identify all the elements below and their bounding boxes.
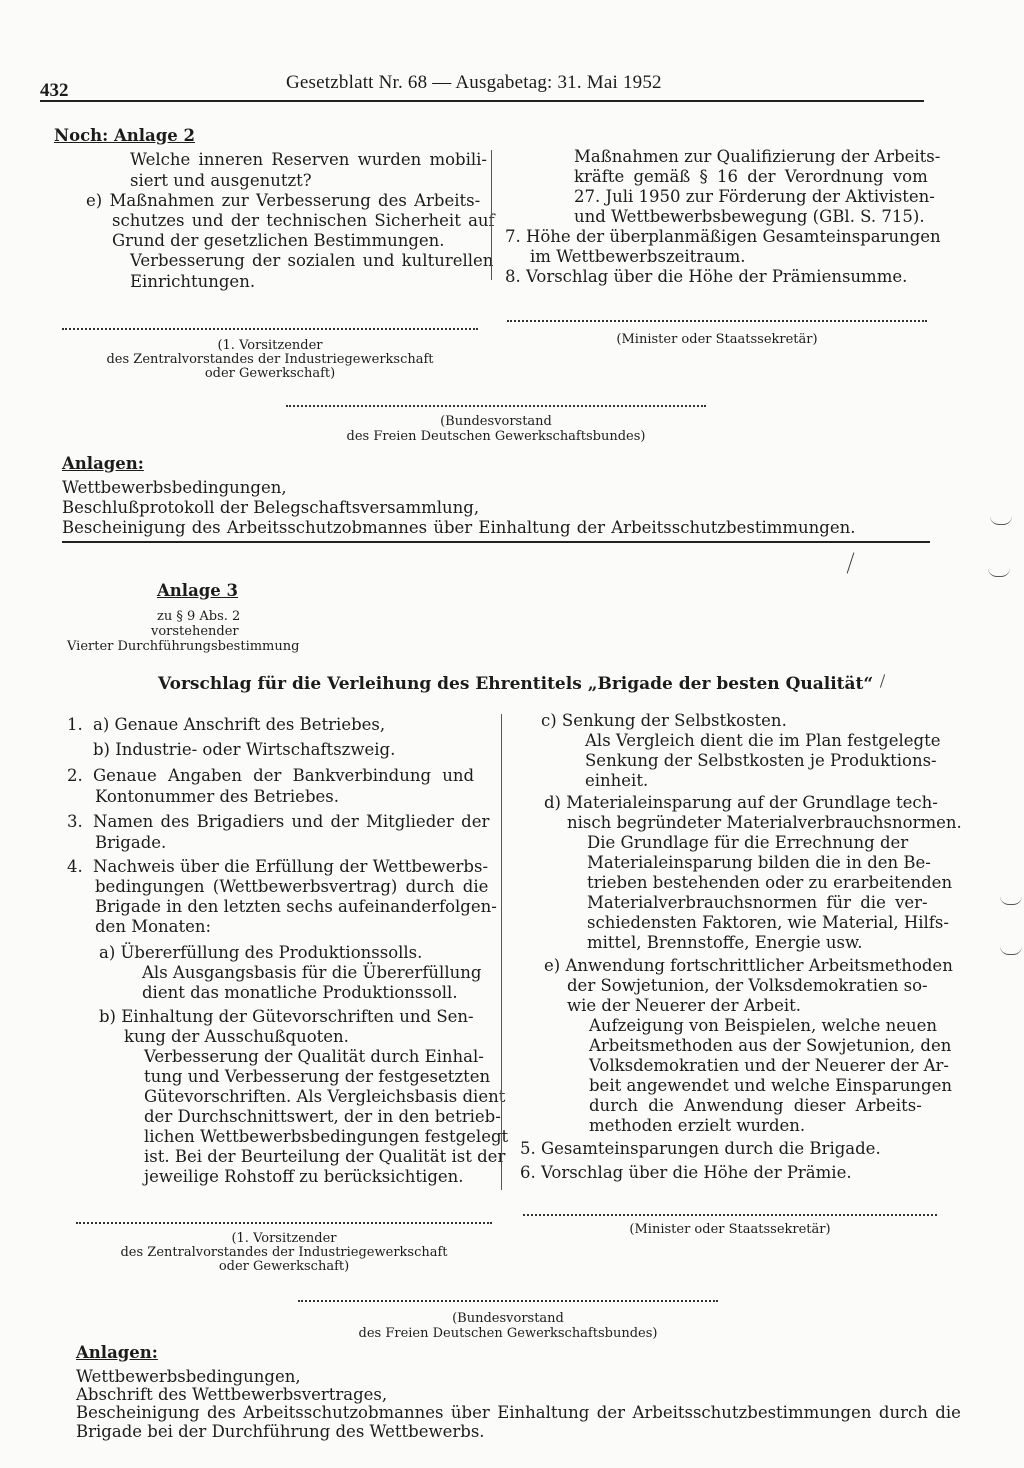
text-line: a) Übererfüllung des Produktionssolls. [99, 943, 423, 962]
text-line: Materialeinsparung bilden die in den Be- [587, 853, 931, 872]
text-line: der Sowjetunion, der Volksdemokratien so- [567, 976, 928, 995]
text-line: Als Ausgangsbasis für die Übererfüllung [142, 963, 482, 982]
page-number: 432 [40, 80, 69, 101]
text-line: Als Vergleich dient die im Plan festgelegte [585, 731, 941, 750]
margin-curve-mark [1000, 946, 1022, 955]
text-line: e) Anwendung fortschrittlicher Arbeitsmethoden [544, 956, 953, 975]
text-line: Arbeitsmethoden aus der Sowjetunion, den [589, 1036, 952, 1055]
list-item: Wettbewerbsbedingungen, [62, 478, 287, 497]
text-line: kung der Ausschußquoten. [124, 1027, 349, 1046]
text-line: Grund der gesetzlichen Bestimmungen. [112, 231, 445, 250]
signature-label: (Minister oder Staatssekretär) [616, 332, 818, 347]
text-line: schiedensten Faktoren, wie Material, Hilfs- [587, 913, 949, 932]
signature-label: des Freien Deutschen Gewerkschaftsbundes) [358, 1326, 658, 1341]
signature-label: des Zentralvorstandes der Industriegewerkschaft [120, 1245, 448, 1260]
list-item [67, 765, 474, 786]
list-item: Bescheinigung des Arbeitsschutzobmannes über Einhaltung der Arbeitsschutzbestimmungen durch die [76, 1403, 961, 1422]
signature-line [76, 1222, 492, 1224]
text-line: Kontonummer des Betriebes. [95, 787, 339, 806]
list-item [67, 856, 488, 877]
text-line: kräfte gemäß § 16 der Verordnung vom [574, 167, 928, 186]
text-line: b) Einhaltung der Gütevorschriften und Sen- [99, 1007, 474, 1026]
text-line: d) Materialeinsparung auf der Grundlage tech- [544, 793, 938, 812]
item-number: 3. [67, 812, 83, 831]
item-number: 4. [67, 857, 83, 876]
text-line: mittel, Brennstoffe, Energie usw. [587, 933, 863, 952]
signature-line [286, 405, 706, 407]
text-line: Aufzeigung von Beispielen, welche neuen [589, 1016, 937, 1035]
list-item: Beschlußprotokoll der Belegschaftsversammlung, [62, 498, 480, 517]
text-line: Brigade. [95, 833, 167, 852]
signature-label: (Bundesvorstand [452, 1311, 564, 1326]
text-line: Verbesserung der Qualität durch Einhal- [144, 1047, 484, 1066]
signature-label: oder Gewerkschaft) [204, 366, 336, 381]
signature-label: (Minister oder Staatssekretär) [629, 1222, 831, 1237]
pencil-stroke-mark [880, 674, 885, 688]
text-line: Verbesserung der sozialen und kulturellen [130, 251, 494, 270]
section-rule [62, 541, 930, 543]
signature-label: (Bundesvorstand [440, 414, 552, 429]
text-line: durch die Anwendung dieser Arbeits- [589, 1096, 922, 1115]
text-line: nisch begründeter Materialverbrauchsnormen. [567, 813, 962, 832]
signature-label: des Freien Deutschen Gewerkschaftsbundes) [346, 429, 646, 444]
text-line: einheit. [585, 771, 649, 790]
list-item: 7. Höhe der überplanmäßigen Gesamteinsparungen [505, 227, 941, 246]
text-line: Einrichtungen. [130, 272, 256, 291]
text-line: dient das monatliche Produktionssoll. [142, 983, 458, 1002]
pencil-stroke-mark [847, 552, 855, 573]
text-line: Materialverbrauchsnormen für die ver- [587, 893, 928, 912]
item-text: Namen des Brigadiers und der Mitglieder der [93, 812, 490, 831]
list-item: Abschrift des Wettbewerbsvertrages, [76, 1385, 388, 1404]
signature-line [507, 320, 927, 322]
list-item: 8. Vorschlag über die Höhe der Prämiensumme. [505, 267, 908, 286]
text-line: e) Maßnahmen zur Verbesserung des Arbeits- [86, 191, 481, 210]
margin-curve-mark [990, 516, 1012, 525]
text-line: ist. Bei der Beurteilung der Qualität ist der [144, 1147, 506, 1166]
signature-label: oder Gewerkschaft) [218, 1259, 350, 1274]
text-line: im Wettbewerbszeitraum. [530, 247, 746, 266]
text-line: den Monaten: [95, 917, 212, 936]
text-line: Brigade in den letzten sechs aufeinanderfolgen- [95, 897, 497, 916]
text-line: bedingungen (Wettbewerbsvertrag) durch die [95, 877, 489, 896]
list-item: Bescheinigung des Arbeitsschutzobmannes über Einhaltung der Arbeitsschutzbestimmungen. [62, 518, 856, 537]
list-item: Brigade bei der Durchführung des Wettbewerbs. [76, 1422, 485, 1441]
text-line: tung und Verbesserung der festgesetzten [144, 1067, 491, 1086]
anlagen-heading: Anlagen: [62, 454, 144, 473]
margin-curve-mark [1000, 896, 1022, 905]
text-line: und Wettbewerbsbewegung (GBl. S. 715). [574, 207, 925, 226]
document-title: Vorschlag für die Verleihung des Ehrentitels „Brigade der besten Qualität“ [158, 674, 874, 694]
list-item: 5. Gesamteinsparungen durch die Brigade. [520, 1139, 881, 1158]
text-line: Gütevorschriften. Als Vergleichsbasis dient [144, 1087, 506, 1106]
text-line: trieben bestehenden oder zu erarbeitenden [587, 873, 953, 892]
signature-label: (1. Vorsitzender [217, 338, 323, 353]
item-text: Nachweis über die Erfüllung der Wettbewerbs- [93, 857, 489, 876]
text-line: Welche inneren Reserven wurden mobili- [130, 150, 488, 169]
text-line: Volksdemokratien und der Neuerer der Ar- [589, 1056, 949, 1075]
header-rule [40, 100, 924, 102]
text-line: b) Industrie- oder Wirtschaftszweig. [93, 740, 396, 759]
signature-label: (1. Vorsitzender [231, 1231, 337, 1246]
item-text: a) Genaue Anschrift des Betriebes, [93, 715, 386, 734]
list-item: Wettbewerbsbedingungen, [76, 1367, 301, 1386]
text-line: wie der Neuerer der Arbeit. [567, 996, 801, 1015]
item-number: 2. [67, 766, 83, 785]
page-title: Gesetzblatt Nr. 68 — Ausgabetag: 31. Mai 1952 [286, 72, 662, 93]
signature-line [523, 1214, 937, 1216]
reference-line: Vierter Durchführungsbestimmung [67, 639, 300, 654]
signature-line [298, 1300, 718, 1302]
text-line: c) Senkung der Selbstkosten. [541, 711, 787, 730]
anlage2-heading: Noch: Anlage 2 [54, 126, 195, 145]
text-line: lichen Wettbewerbsbedingungen festgelegt [144, 1127, 509, 1146]
list-item [67, 811, 489, 832]
text-line: siert und ausgenutzt? [130, 171, 312, 190]
text-line: jeweilige Rohstoff zu berücksichtigen. [144, 1167, 464, 1186]
anlagen-heading: Anlagen: [76, 1343, 158, 1362]
text-line: Senkung der Selbstkosten je Produktions- [585, 751, 937, 770]
column-divider [501, 714, 502, 1190]
list-item [67, 714, 385, 735]
item-number: 1. [67, 715, 83, 734]
anlage3-heading: Anlage 3 [157, 581, 239, 600]
item-text: Genaue Angaben der Bankverbindung und [93, 766, 475, 785]
text-line: 27. Juli 1950 zur Förderung der Aktivisten- [574, 187, 935, 206]
signature-line [62, 328, 478, 330]
column-divider [491, 150, 492, 280]
text-line: Maßnahmen zur Qualifizierung der Arbeits- [574, 147, 941, 166]
reference-line: vorstehender [151, 624, 239, 639]
text-line: beit angewendet und welche Einsparungen [589, 1076, 952, 1095]
reference-line: zu § 9 Abs. 2 [157, 609, 241, 624]
text-line: methoden erzielt wurden. [589, 1116, 806, 1135]
signature-label: des Zentralvorstandes der Industriegewerkschaft [106, 352, 434, 367]
text-line: schutzes und der technischen Sicherheit auf [112, 211, 495, 230]
text-line: Die Grundlage für die Errechnung der [587, 833, 909, 852]
margin-curve-mark [988, 568, 1010, 577]
text-line: der Durchschnittswert, der in den betrieb- [144, 1107, 501, 1126]
list-item: 6. Vorschlag über die Höhe der Prämie. [520, 1163, 852, 1182]
